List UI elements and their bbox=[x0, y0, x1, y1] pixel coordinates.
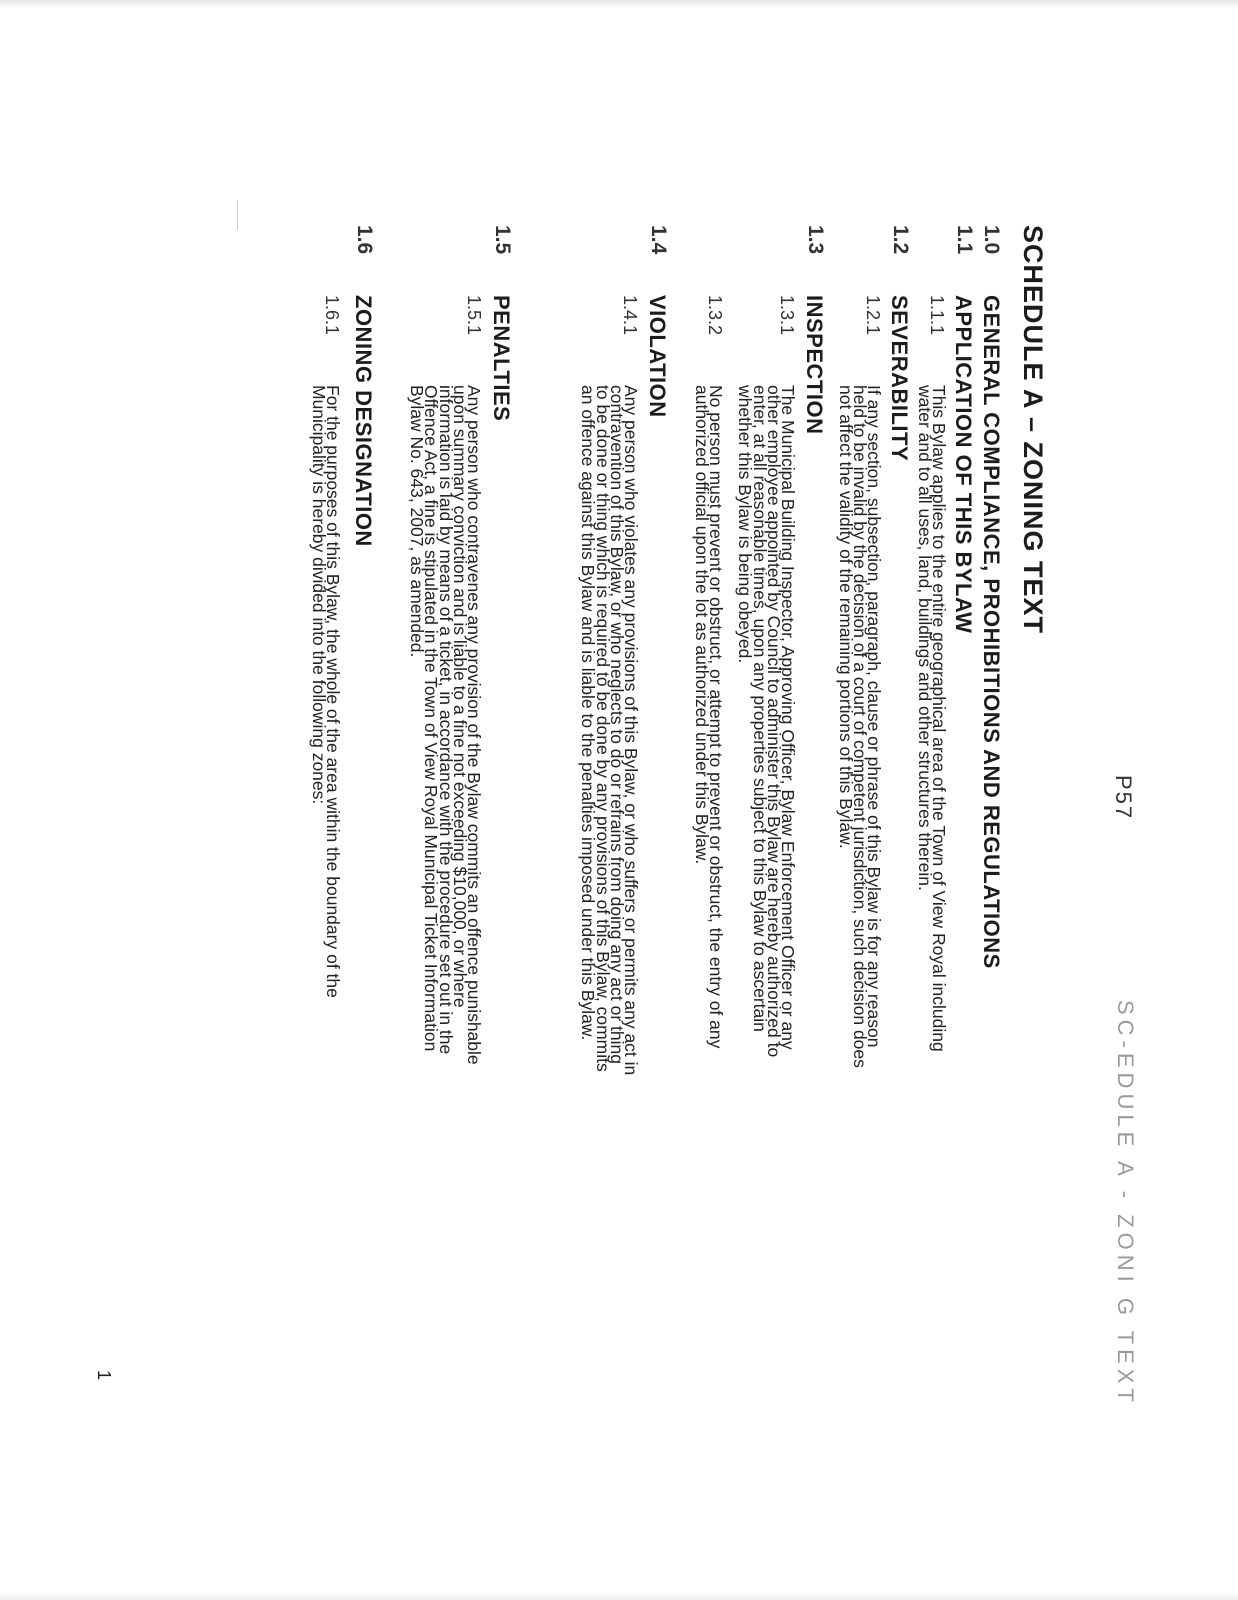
text-line: Municipality is hereby divided into the following zones: bbox=[308, 385, 329, 805]
section-title-1-5: PENALTIES bbox=[489, 295, 514, 422]
text-line: This Bylaw applies to the entire geographical area of the Town of View Royal including bbox=[929, 385, 949, 1052]
section-number-1-6: 1.6 bbox=[353, 225, 376, 255]
paragraph-1-1-1 bbox=[914, 385, 949, 1052]
paragraph-1-3-2 bbox=[691, 385, 726, 1049]
section-number-1-2: 1.2 bbox=[889, 225, 912, 255]
text-line: not affect the validity of the remaining portions of this Bylaw. bbox=[835, 385, 856, 849]
subsection-number-1-4-1: 1.4.1 bbox=[620, 295, 640, 336]
subsection-number-1-3-1: 1.3.1 bbox=[777, 295, 797, 336]
section-title-1-6: ZONING DESIGNATION bbox=[351, 295, 376, 547]
text-line: authorized official upon the lot as authorized under this Bylaw. bbox=[691, 385, 712, 865]
section-number-1-5: 1.5 bbox=[491, 225, 514, 255]
subsection-number-1-5-1: 1.5.1 bbox=[464, 295, 484, 336]
text-line: information is laid by means of a ticket, in accordance with the procedure set out in the bbox=[435, 385, 456, 1055]
paragraph-1-2-1 bbox=[835, 385, 884, 1068]
subsection-number-1-1-1: 1.1.1 bbox=[927, 295, 947, 336]
section-title-1-2: SEVERABILITY bbox=[887, 295, 912, 462]
text-line: If any section, subsection, paragraph, clause or phrase of this Bylaw is for any reason bbox=[864, 385, 884, 1048]
paragraph-1-5-1 bbox=[407, 385, 484, 1065]
text-line: upon summary conviction and is liable to a fine not exceeding $10,000, or where bbox=[449, 385, 470, 1008]
text-line: whether this Bylaw is being obeyed. bbox=[735, 385, 756, 664]
section-title-1-1: APPLICATION OF THIS BYLAW bbox=[951, 295, 976, 634]
text-line: The Municipal Building Inspector, Approving Officer, Bylaw Enforcement Officer or any bbox=[778, 385, 798, 1050]
text-line: water and to all uses, land, buildings and other structures therein. bbox=[914, 385, 935, 891]
text-line: other employee appointed by Council to administer this Bylaw are hereby authorized to bbox=[763, 385, 784, 1058]
paragraph-1-6-1 bbox=[308, 385, 343, 998]
text-line: Bylaw No. 643, 2007, as amended. bbox=[407, 385, 428, 658]
subsection-number-1-3-2: 1.3.2 bbox=[705, 295, 725, 336]
paragraph-1-3-1 bbox=[735, 385, 798, 1058]
page-number-footer: 1 bbox=[94, 1370, 114, 1381]
section-title-1-4: VIOLATION bbox=[645, 295, 670, 418]
section-number-1-1: 1.1 bbox=[953, 225, 976, 255]
text-line: Any person who contravenes any provision of the Bylaw commits an offence punishable bbox=[464, 385, 484, 1065]
text-line: enter, at all reasonable times, upon any properties subject to this Bylaw to ascertain bbox=[749, 385, 770, 1032]
text-line: Any person who violates any provisions of this Bylaw, or who suffers or permits any act in bbox=[621, 385, 641, 1076]
schedule-title: SCHEDULE A – ZONING TEXT bbox=[1018, 225, 1048, 635]
header-running-title: SC-EDULE A - ZONI G TEXT bbox=[1113, 1000, 1138, 1407]
text-line: Offence Act, a fine is stipulated in the Town of View Royal Municipal Ticket Information bbox=[421, 385, 442, 1052]
header-page-number: P57 bbox=[1111, 775, 1136, 821]
text-line: No person must prevent or obstruct, or attempt to prevent or obstruct, the entry of any bbox=[706, 385, 726, 1049]
text-line: to be done or thing which is required to be done by any provisions of this Bylaw, commits bbox=[592, 385, 613, 1072]
subsection-number-1-6-1: 1.6.1 bbox=[322, 295, 342, 336]
text-line: an offence against this Bylaw and is liable to the penalties imposed under this Bylaw. bbox=[578, 385, 599, 1041]
section-number-1-3: 1.3 bbox=[804, 225, 827, 255]
section-number-1-0: 1.0 bbox=[980, 225, 1003, 255]
section-number-1-4: 1.4 bbox=[647, 225, 670, 255]
section-title-1-0: GENERAL COMPLIANCE, PROHIBITIONS AND REGULATIONS bbox=[979, 295, 1004, 969]
text-line: For the purposes of this Bylaw, the whole of the area within the boundary of the bbox=[323, 385, 343, 998]
paragraph-1-4-1 bbox=[578, 385, 641, 1076]
text-line: held to be invalid by the decision of a court of competent jurisdiction, such decision does bbox=[849, 385, 870, 1068]
subsection-number-1-2-1: 1.2.1 bbox=[863, 295, 883, 336]
text-line: contravention of this Bylaw, or who neglects to do or refrains from doing any act or thing bbox=[606, 385, 627, 1064]
scan-mark bbox=[237, 200, 238, 230]
section-title-1-3: INSPECTION bbox=[802, 295, 827, 435]
